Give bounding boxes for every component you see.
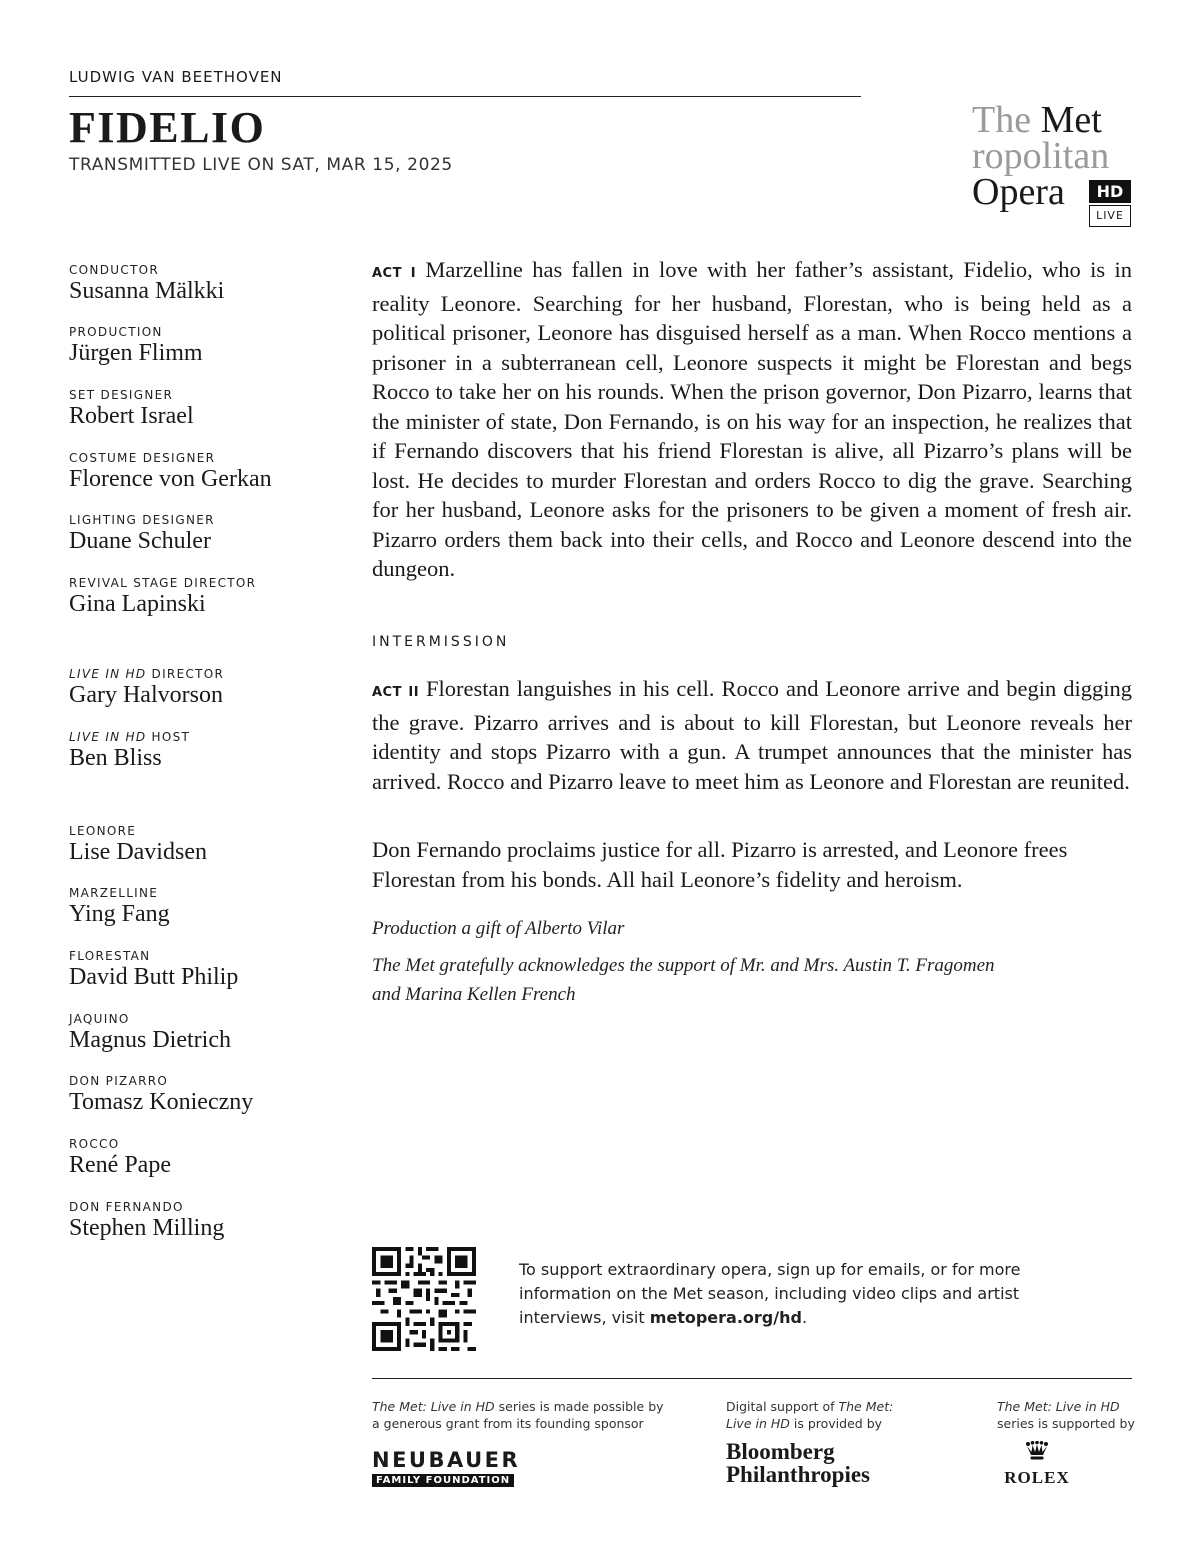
rolex-word: ROLEX <box>1004 1468 1070 1487</box>
credit-set-designer <box>69 388 194 430</box>
sponsor-2-italic-1: The Met: <box>838 1399 894 1414</box>
header-divider <box>69 96 861 97</box>
cast-florestan <box>69 949 238 991</box>
cast-role: LEONORE <box>69 824 137 838</box>
support-text-body: To support extraordinary opera, sign up for emails, or for more information on the Met season, including video clips and artist interviews, visit <box>519 1260 1021 1327</box>
synopsis-act-1 <box>372 255 1132 584</box>
cast-role: FLORESTAN <box>69 949 151 963</box>
credit-lighting-designer <box>69 513 215 555</box>
bloomberg-philanthropies-logo <box>726 1440 870 1486</box>
cast-role: DON FERNANDO <box>69 1200 184 1214</box>
met-opera-hd-logo <box>972 98 1137 233</box>
credit-revival-stage-director <box>69 576 256 618</box>
transmission-date: TRANSMITTED LIVE ON SAT, MAR 15, 2025 <box>69 155 453 175</box>
cast-role: ROCCO <box>69 1137 120 1151</box>
credit-role: SET DESIGNER <box>69 388 174 402</box>
credit-name: Robert Israel <box>69 403 194 429</box>
sponsor-1-italic: The Met: Live in HD <box>372 1399 495 1414</box>
footer-divider <box>372 1378 1132 1379</box>
acknowledgement-line-2: and Marina Kellen French <box>372 984 576 1005</box>
cast-name: David Butt Philip <box>69 964 239 990</box>
cast-role: DON PIZARRO <box>69 1074 169 1088</box>
credit-name: Gina Lapinski <box>69 591 206 617</box>
logo-the: The <box>972 99 1032 141</box>
cast-role: MARZELLINE <box>69 886 159 900</box>
credit-costume-designer <box>69 451 272 493</box>
credit-role-rest: DIRECTOR <box>146 667 225 681</box>
credit-role: COSTUME DESIGNER <box>69 451 216 465</box>
logo-hd-badge: HD <box>1089 180 1131 203</box>
act-1-label: ACT I <box>372 266 417 281</box>
logo-live-badge: LIVE <box>1089 205 1131 227</box>
support-text <box>519 1258 1059 1330</box>
cast-marzelline <box>69 886 170 928</box>
credit-role: CONDUCTOR <box>69 263 160 277</box>
acknowledgement <box>372 951 995 1009</box>
neubauer-subtitle: FAMILY FOUNDATION <box>372 1474 514 1487</box>
bloomberg-line-1: Bloomberg <box>726 1439 835 1464</box>
sponsor-1-line-2: a generous grant from its founding sponsor <box>372 1416 644 1431</box>
credit-production <box>69 325 203 367</box>
logo-opera: Opera <box>972 171 1065 213</box>
sponsor-2-rest: is provided by <box>789 1416 883 1431</box>
act-2-text: Florestan languishes in his cell. Rocco and Leonore arrive and begin digging the grave. Pizarro arrives and is about to kill Florestan, but Leonore reveals her identity and stops Pizarro with a gun. A trumpet announces that the minister has arrived. Rocco and Pizarro leave to meet him as Leonore and Florestan are reunited. <box>372 676 1133 794</box>
credit-name: Gary Halvorson <box>69 682 223 708</box>
credit-conductor <box>69 263 224 305</box>
rolex-logo <box>997 1441 1077 1488</box>
sponsor-3-line-2: series is supported by <box>997 1416 1135 1431</box>
synopsis-finale: Don Fernando proclaims justice for all. Pizarro is arrested, and Leonore frees Florestan from his bonds. All hail Leonore’s fidelity and heroism. <box>372 837 1068 892</box>
cast-name: Lise Davidsen <box>69 839 207 865</box>
credit-name: Florence von Gerkan <box>69 466 272 492</box>
sponsor-1-text <box>372 1398 664 1432</box>
cast-name: Ying Fang <box>69 901 170 927</box>
metopera-link[interactable]: metopera.org/hd <box>649 1308 802 1327</box>
support-text-end: . <box>801 1308 808 1327</box>
synopsis-act-2 <box>372 674 1132 796</box>
sponsor-2-text <box>726 1398 893 1432</box>
cast-name: René Pape <box>69 1152 171 1178</box>
credit-role: PRODUCTION <box>69 325 163 339</box>
credit-name: Susanna Mälkki <box>69 278 225 304</box>
credit-hd-host <box>69 730 190 772</box>
sponsor-2-italic-2: Live in HD <box>726 1416 790 1431</box>
bloomberg-line-2: Philanthropies <box>726 1462 870 1487</box>
page-title: FIDELIO <box>69 103 266 152</box>
production-gift: Production a gift of Alberto Vilar <box>372 918 625 939</box>
credit-name: Jürgen Flimm <box>69 340 203 366</box>
sponsor-2-a: Digital support of <box>726 1399 839 1414</box>
act-1-text: Marzelline has fallen in love with her father’s assistant, Fidelio, who is in reality Leonore. Searching for her husband, Florestan, who is being held as a political prisoner, Leonore has disguised herself as a man. When Rocco mentions a prisoner in a subterranean cell, Leonore suspects it might be Florestan and begs Rocco to take her on his rounds. When the prison governor, Don Pizarro, learns that the minister of state, Don Fernando, is on his way for an inspection, he realizes that if Fernando discovers that his friend Florestan is alive, all Pizarro’s plans will be lost. He decides to murder Florestan and orders Rocco to dig the grave. Searching for her husband, Leonore asks for the prisoners to be given a moment of fresh air. Pizarro orders them back into their cells, and Rocco and Leonore descend into the dungeon. <box>372 257 1133 581</box>
credit-name: Duane Schuler <box>69 528 211 554</box>
credit-name: Ben Bliss <box>69 745 162 771</box>
sponsor-1-rest: series is made possible by <box>494 1399 664 1414</box>
cast-don-pizarro <box>69 1074 253 1116</box>
neubauer-logo <box>372 1450 520 1488</box>
composer-name: LUDWIG VAN BEETHOVEN <box>69 68 283 86</box>
credit-role-italic: LIVE IN HD <box>69 667 147 681</box>
act-2-label: ACT II <box>372 685 420 700</box>
logo-met: Met <box>1040 99 1102 141</box>
cast-jaquino <box>69 1012 231 1054</box>
credit-role: REVIVAL STAGE DIRECTOR <box>69 576 257 590</box>
qr-code[interactable] <box>372 1247 476 1351</box>
cast-leonore <box>69 824 207 866</box>
cast-name: Tomasz Konieczny <box>69 1089 254 1115</box>
credit-role: LIGHTING DESIGNER <box>69 513 215 527</box>
cast-name: Magnus Dietrich <box>69 1027 231 1053</box>
credit-hd-director <box>69 667 224 709</box>
acknowledgement-line-1: The Met gratefully acknowledges the support of Mr. and Mrs. Austin T. Fragomen <box>372 955 995 976</box>
sponsor-3-text <box>997 1398 1135 1432</box>
intermission-label: INTERMISSION <box>372 634 510 650</box>
logo-ropolitan: ropolitan <box>972 135 1110 177</box>
sponsor-3-italic: The Met: Live in HD <box>997 1399 1120 1414</box>
cast-don-fernando <box>69 1200 224 1242</box>
credit-role-rest: HOST <box>146 730 191 744</box>
crown-icon <box>1026 1441 1048 1461</box>
cast-rocco <box>69 1137 171 1179</box>
cast-name: Stephen Milling <box>69 1215 225 1241</box>
cast-role: JAQUINO <box>69 1012 130 1026</box>
credit-role-italic: LIVE IN HD <box>69 730 147 744</box>
neubauer-name: NEUBAUER <box>372 1448 521 1472</box>
